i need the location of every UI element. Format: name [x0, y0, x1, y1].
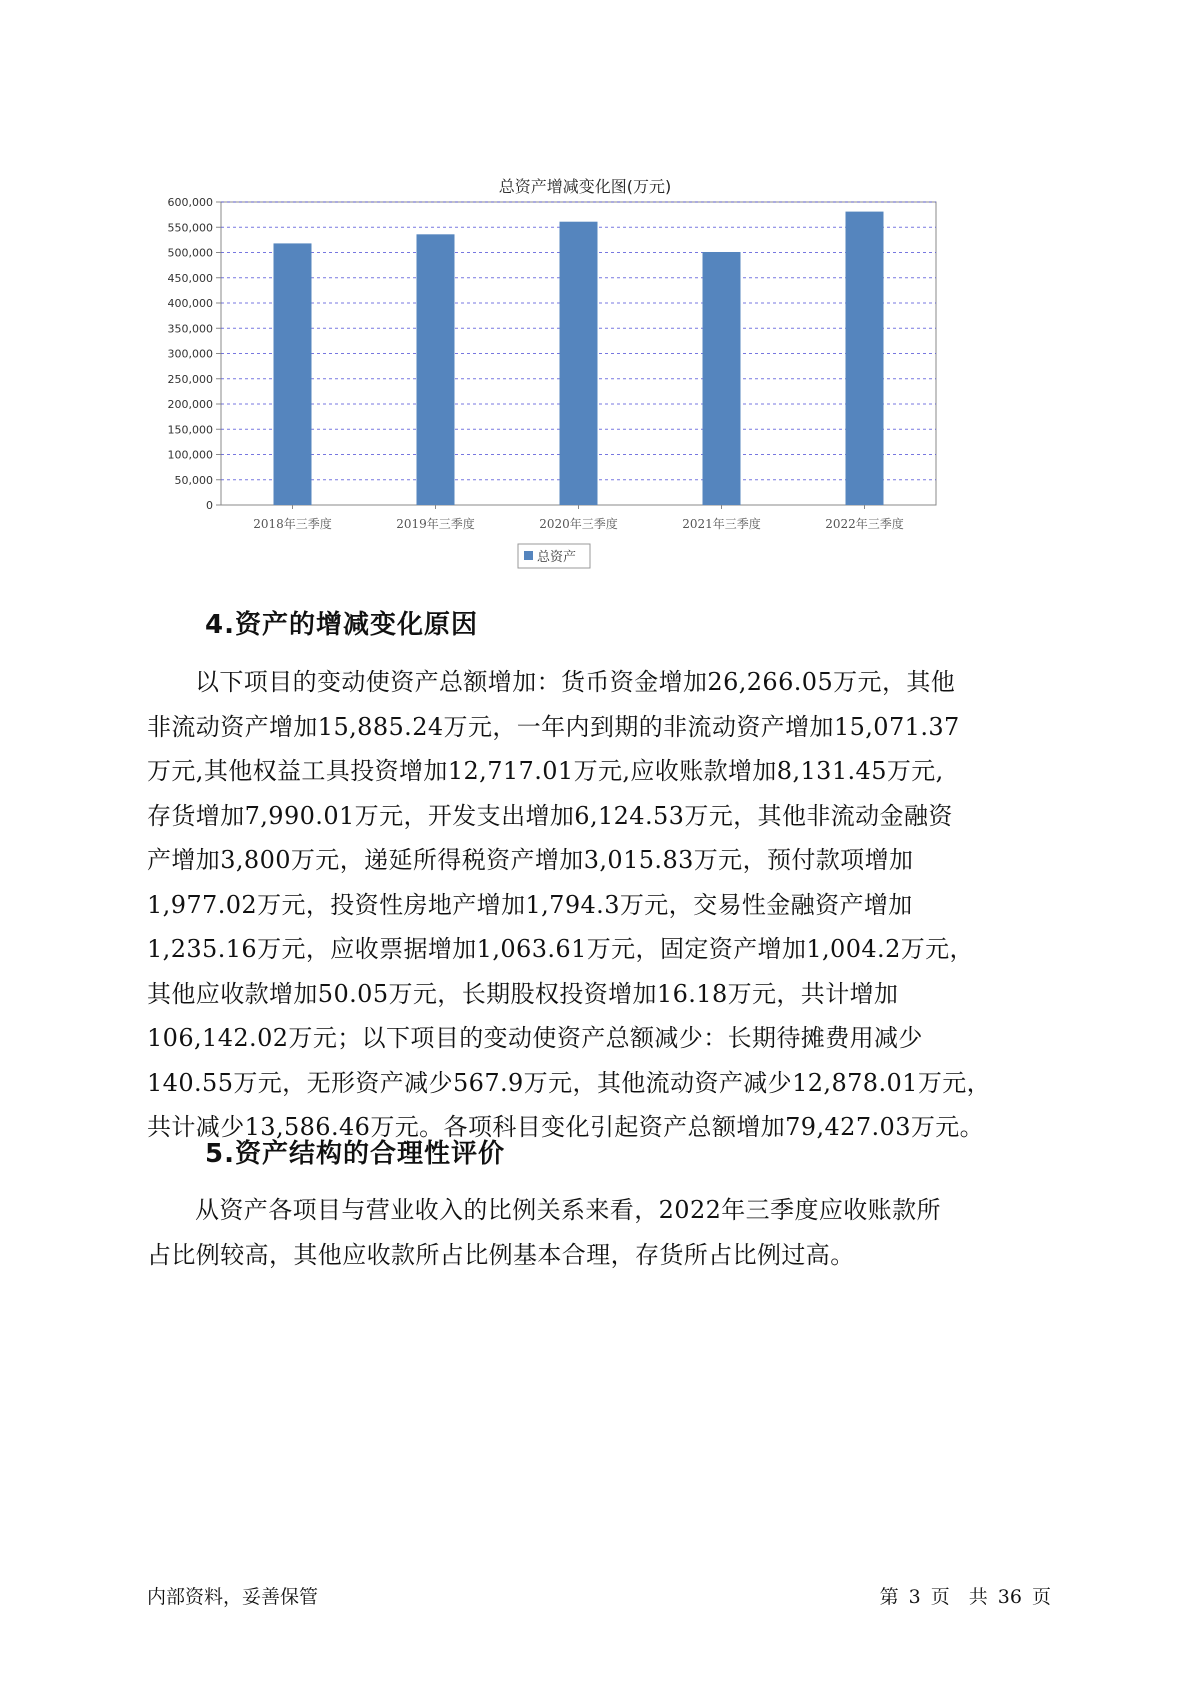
bar	[417, 234, 455, 505]
footer-confidential-note: 内部资料，妥善保管	[147, 1586, 319, 1608]
y-tick-label: 500,000	[167, 246, 213, 260]
total-assets-chart	[150, 170, 1020, 630]
x-tick-label: 2022年三季度	[825, 517, 904, 531]
y-tick-label: 350,000	[167, 322, 213, 336]
legend-swatch	[524, 551, 533, 560]
legend-label: 总资产	[537, 550, 577, 565]
paragraph-line: 1,235.16万元，应收票据增加1,063.61万元，固定资产增加1,004.2万元，	[147, 935, 974, 963]
section-5-paragraph	[147, 1188, 1067, 1277]
y-tick-label: 600,000	[167, 196, 213, 209]
y-tick-label: 0	[206, 499, 213, 512]
x-tick-label: 2018年三季度	[253, 517, 332, 531]
paragraph-line: 1,977.02万元，投资性房地产增加1,794.3万元，交易性金融资产增加	[147, 890, 913, 919]
y-tick-label: 550,000	[167, 221, 213, 235]
x-tick-label: 2020年三季度	[539, 517, 618, 531]
y-tick-label: 250,000	[167, 372, 213, 386]
y-tick-label: 50,000	[174, 473, 213, 487]
paragraph-line: 存货增加7,990.01万元，开发支出增加6,124.53万元，其他非流动金融资	[147, 801, 953, 830]
bar	[846, 212, 884, 505]
section-4-heading: 4.资产的增减变化原因	[205, 610, 478, 640]
x-tick-label: 2019年三季度	[396, 517, 475, 531]
section-5-heading: 5.资产结构的合理性评价	[205, 1139, 505, 1169]
y-tick-label: 400,000	[167, 297, 213, 310]
y-tick-label: 150,000	[167, 423, 213, 437]
y-tick-label: 100,000	[167, 448, 213, 462]
paragraph-line: 产增加3,800万元，递延所得税资产增加3,015.83万元，预付款项增加	[147, 846, 914, 874]
section-4-paragraph	[147, 660, 1067, 1150]
chart-title: 总资产增减变化图(万元)	[498, 177, 672, 196]
paragraph-line: 其他应收款增加50.05万元，长期股权投资增加16.18万元，共计增加	[147, 979, 899, 1008]
bar	[703, 252, 741, 505]
bar	[560, 222, 598, 505]
y-tick-label: 300,000	[167, 347, 213, 361]
y-tick-label: 200,000	[167, 398, 213, 411]
x-tick-label: 2021年三季度	[682, 517, 761, 531]
paragraph-line: 以下项目的变动使资产总额增加：货币资金增加26,266.05万元，其他	[195, 668, 956, 696]
bar-chart-svg	[150, 170, 1020, 630]
paragraph-line: 共计减少13,586.46万元。各项科目变化引起资产总额增加79,427.03万元。	[147, 1113, 985, 1141]
paragraph-line: 占比例较高，其他应收款所占比例基本合理，存货所占比例过高。	[147, 1240, 855, 1269]
paragraph-line: 从资产各项目与营业收入的比例关系来看，2022年三季度应收账款所	[195, 1196, 941, 1224]
bar	[274, 243, 312, 505]
paragraph-line: 万元,其他权益工具投资增加12,717.01万元,应收账款增加8,131.45万元,	[147, 757, 944, 785]
y-tick-label: 450,000	[167, 271, 213, 285]
footer-page-number: 第 3 页 共 36 页	[879, 1586, 1051, 1608]
paragraph-line: 106,142.02万元；以下项目的变动使资产总额减少：长期待摊费用减少	[147, 1024, 923, 1052]
paragraph-line: 非流动资产增加15,885.24万元，一年内到期的非流动资产增加15,071.37	[147, 712, 960, 741]
paragraph-line: 140.55万元，无形资产减少567.9万元，其他流动资产减少12,878.01万元，	[147, 1068, 992, 1097]
